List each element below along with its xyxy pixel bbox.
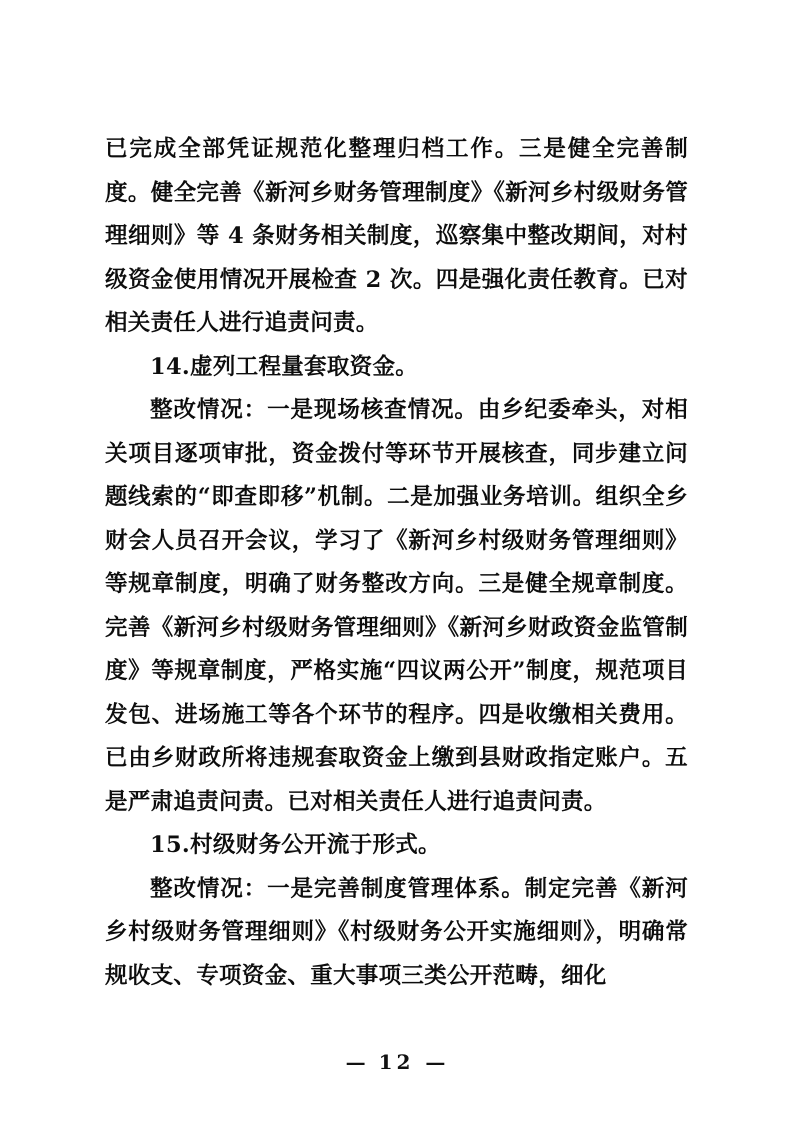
document-body <box>105 128 688 998</box>
footer-dash-left: — <box>345 1050 368 1074</box>
page-footer <box>0 1050 793 1074</box>
paragraph: 已完成全部凭证规范化整理归档工作。三是健全完善制度。健全完善《新河乡财务管理制度》《新河乡村级财务管理细则》等 4 条财务相关制度，巡察集中整改期间，对村级资金使用情况开展检查 2 次。四是强化责任教育。已对相关责任人进行追责问责。 <box>105 136 688 336</box>
paragraph: 15.村级财务公开流于形式。 <box>150 832 441 858</box>
footer-dash-right: — <box>425 1050 448 1074</box>
page-number: 12 <box>378 1050 415 1074</box>
paragraph: 14.虚列工程量套取资金。 <box>150 353 419 380</box>
paragraph: 整改情况：一是现场核查情况。由乡纪委牵头，对相关项目逐项审批，资金拨付等环节开展核查，同步建立问题线索的“即查即移”机制。二是加强业务培训。组织全乡财会人员召开会议，学习了《新河乡村级财务管理细则》等规章制度，明确了财务整改方向。三是健全规章制度。完善《新河乡村级财务管理细则》《新河乡财政资金监管制度》等规章制度，严格实施“四议两公开”制度，规范项目发包、进场施工等各个环节的程序。四是收缴相关费用。已由乡财政所将违规套取资金上缴到县财政指定账户。五是严肃追责问责。已对相关责任人进行追责问责。 <box>105 397 688 815</box>
paragraph: 整改情况：一是完善制度管理体系。制定完善《新河乡村级财务管理细则》《村级财务公开实施细则》，明确常规收支、专项资金、重大事项三类公开范畴，细化 <box>105 875 688 989</box>
